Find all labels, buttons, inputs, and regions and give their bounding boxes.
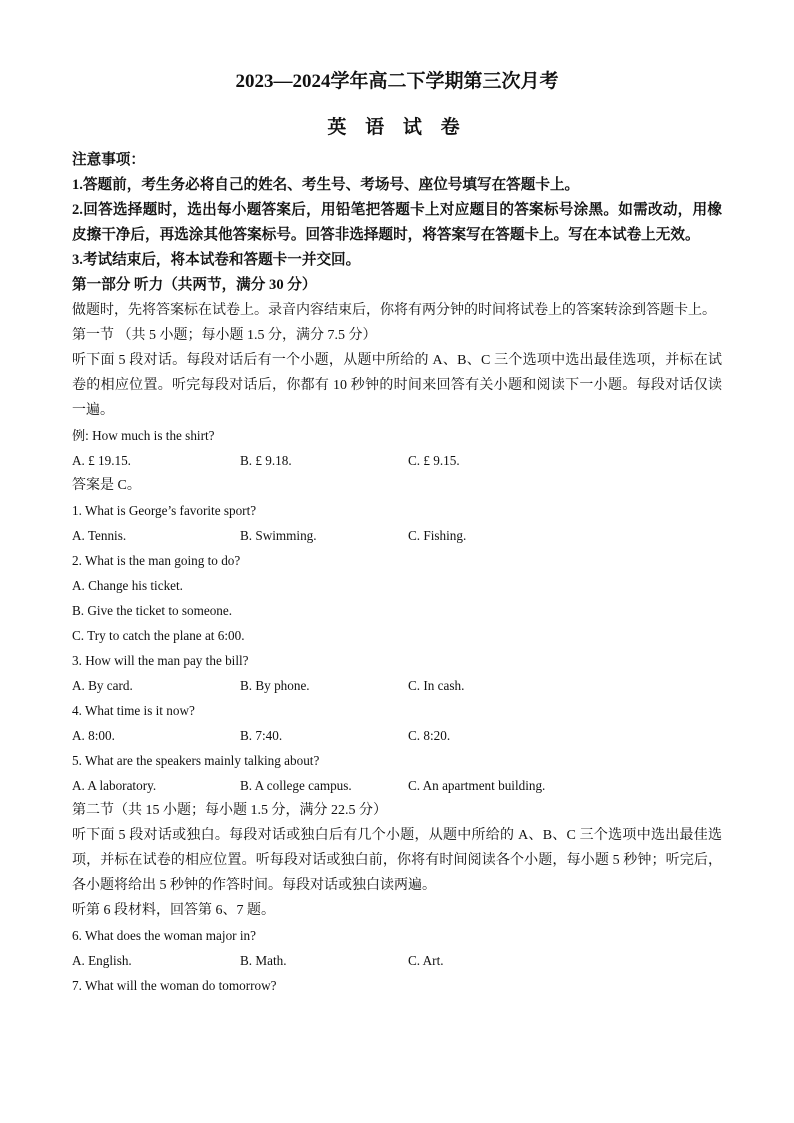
question-5-text: 5. What are the speakers mainly talking about? — [72, 753, 320, 768]
question-4-text: 4. What time is it now? — [72, 703, 195, 718]
question-1-option-b: B. Swimming. — [240, 528, 317, 543]
example-question — [72, 423, 722, 498]
section2-instructions: 听下面 5 段对话或独白。每段对话或独白后有几个小题，从题中所给的 A、B、C 三个选项中选出最佳选项，并标在试卷的相应位置。听每段对话或独白前，你将有时间阅读各个小题，每小题 5 秒钟；听完后，各小题将给出 5 秒钟的作答时间。每段对话或独白读两遍。 — [72, 828, 722, 893]
example-option-c: C. £ 9.15. — [408, 453, 460, 468]
question-5-option-c: C. An apartment building. — [408, 778, 546, 793]
question-6-text: 6. What does the woman major in? — [72, 928, 256, 943]
question-5-options — [72, 773, 722, 798]
question-7-text: 7. What will the woman do tomorrow? — [72, 978, 277, 993]
example-options — [72, 448, 722, 473]
question-1 — [72, 498, 722, 548]
notice-item-1: 1.答题前，考生务必将自己的姓名、考生号、考场号、座位号填写在答题卡上。 — [72, 177, 580, 193]
notice-heading: 注意事项： — [72, 152, 145, 168]
question-4-option-b: B. 7:40. — [240, 728, 283, 743]
question-3-option-b: B. By phone. — [240, 678, 310, 693]
exam-title: 2023—2024学年高二下学期第三次月考 — [235, 71, 559, 92]
exam-page — [72, 66, 722, 998]
question-2-option-b: B. Give the ticket to someone. — [72, 603, 233, 618]
example-answer: 答案是 C。 — [72, 478, 141, 493]
question-5-option-a: A. A laboratory. — [72, 778, 157, 793]
section2-title: 第二节（共 15 小题；每小题 1.5 分，满分 22.5 分） — [72, 803, 387, 818]
question-3-text: 3. How will the man pay the bill? — [72, 653, 249, 668]
question-1-option-a: A. Tennis. — [72, 528, 127, 543]
section2-material-note: 听第 6 段材料，回答第 6、7 题。 — [72, 903, 275, 918]
question-5 — [72, 748, 722, 798]
question-7 — [72, 973, 722, 998]
question-5-option-b: B. A college campus. — [240, 778, 352, 793]
exam-subtitle: 英 语 试 卷 — [327, 117, 467, 138]
question-4 — [72, 698, 722, 748]
example-question-text: 例: How much is the shirt? — [72, 428, 215, 443]
question-2-option-a: A. Change his ticket. — [72, 578, 183, 593]
question-1-text: 1. What is George’s favorite sport? — [72, 503, 257, 518]
question-2-text: 2. What is the man going to do? — [72, 553, 241, 568]
question-3-options — [72, 673, 722, 698]
question-6-option-c: C. Art. — [408, 953, 444, 968]
part1-title: 第一部分 听力（共两节，满分 30 分） — [72, 277, 317, 293]
question-3-option-a: A. By card. — [72, 678, 133, 693]
example-option-b: B. £ 9.18. — [240, 453, 292, 468]
notice-block — [72, 148, 722, 273]
question-6-option-a: A. English. — [72, 953, 132, 968]
question-6 — [72, 923, 722, 973]
question-4-option-c: C. 8:20. — [408, 728, 451, 743]
question-4-options — [72, 723, 722, 748]
question-3-option-c: C. In cash. — [408, 678, 465, 693]
question-4-option-a: A. 8:00. — [72, 728, 115, 743]
question-1-options — [72, 523, 722, 548]
example-option-a: A. £ 19.15. — [72, 453, 131, 468]
question-1-option-c: C. Fishing. — [408, 528, 467, 543]
notice-item-2: 2.回答选择题时，选出每小题答案后，用铅笔把答题卡上对应题目的答案标号涂黑。如需改动，用橡皮擦干净后，再选涂其他答案标号。回答非选择题时，将答案写在答题卡上。写在本试卷上无效。 — [72, 202, 722, 243]
question-2-option-c: C. Try to catch the plane at 6:00. — [72, 628, 245, 643]
notice-item-3: 3.考试结束后，将本试卷和答题卡一并交回。 — [72, 252, 361, 268]
section1-instructions: 听下面 5 段对话。每段对话后有一个小题，从题中所给的 A、B、C 三个选项中选出最佳选项，并标在试卷的相应位置。听完每段对话后，你都有 10 秒钟的时间来回答有关小题和阅读下一小题。每段对话仅读一遍。 — [72, 353, 722, 418]
question-6-option-b: B. Math. — [240, 953, 287, 968]
section1-title: 第一节 （共 5 小题；每小题 1.5 分，满分 7.5 分） — [72, 328, 377, 343]
part1-intro: 做题时，先将答案标在试卷上。录音内容结束后，你将有两分钟的时间将试卷上的答案转涂到答题卡上。 — [72, 303, 716, 318]
question-2 — [72, 548, 722, 648]
question-3 — [72, 648, 722, 698]
question-6-options — [72, 948, 722, 973]
